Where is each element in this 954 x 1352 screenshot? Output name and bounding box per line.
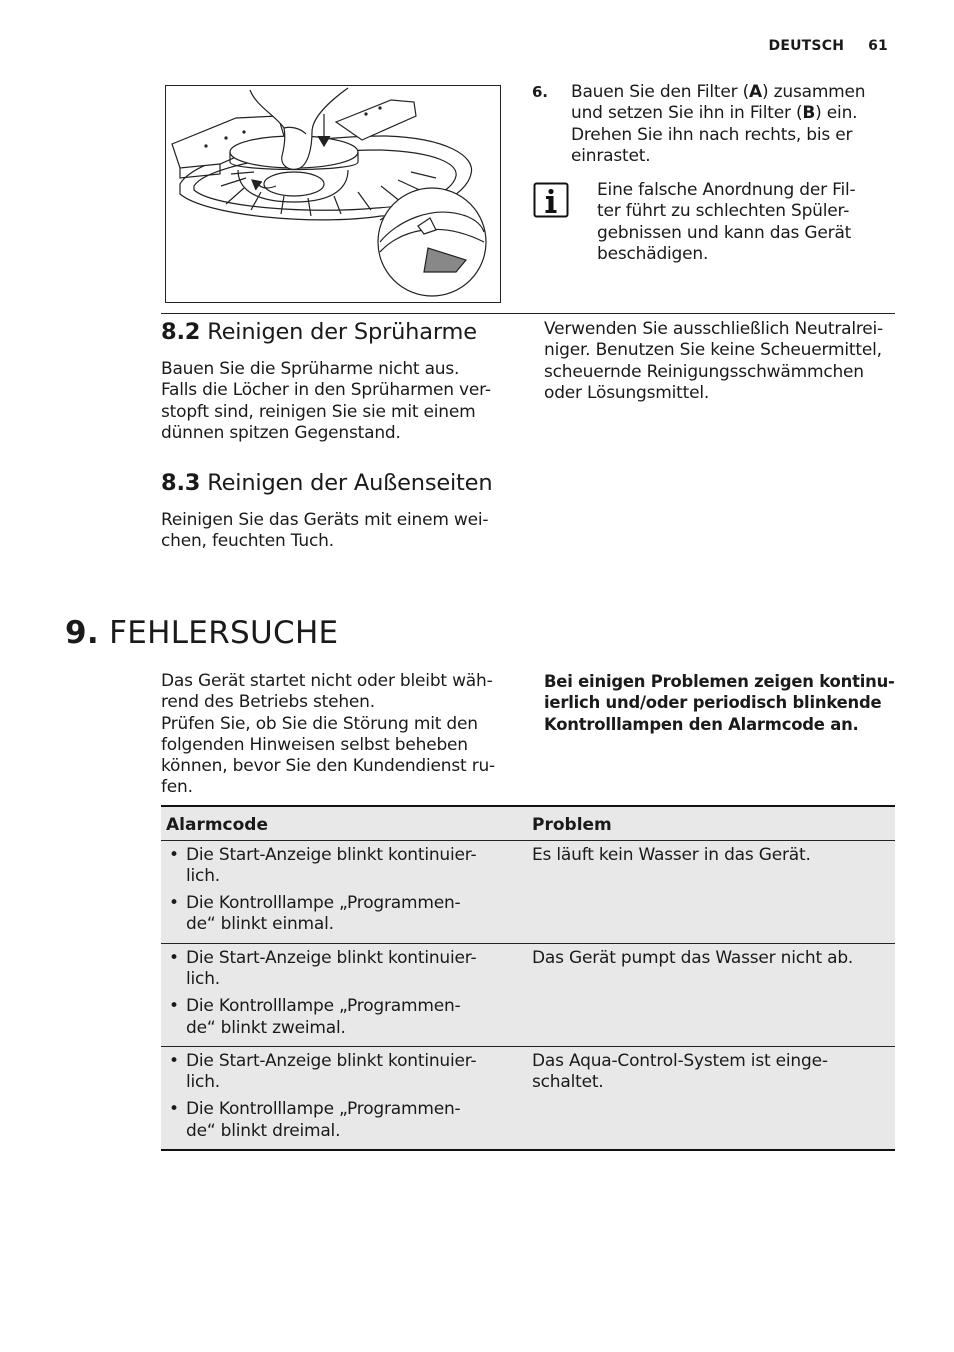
section-8-2-heading: [161, 318, 477, 346]
problem-cell: Es läuft kein Wasser in das Gerät.: [527, 840, 895, 943]
section-divider: [161, 313, 895, 314]
step-6-text: [571, 82, 893, 167]
chapter-title: FEHLERSUCHE: [109, 615, 339, 651]
step-number: 6.: [532, 83, 548, 101]
alarm-bullet-list: [166, 948, 522, 1039]
filter-assembly-illustration: [165, 85, 501, 303]
filter-b-label: B: [802, 103, 816, 124]
section-8-2-body: Bauen Sie die Sprüharme nicht aus. Falls die Löcher in den Sprüharmen ver- stopft sind, reinigen Sie sie mit einem dünnen spitzen Gegenstand.: [161, 359, 491, 443]
list-item: • Die Kontrolllampe „Programmen- de“ blinkt zweimal.: [166, 996, 522, 1039]
alarm-bullet-list: [166, 845, 522, 936]
chapter-number: 9.: [65, 615, 99, 651]
header-language: DEUTSCH: [768, 38, 845, 54]
step-text-part: ) zusammen und setzen Sie ihn in Filter (: [571, 82, 866, 124]
troubleshooting-intro: Das Gerät startet nicht oder bleibt wäh- rend des Betriebs stehen. Prüfen Sie, ob Sie die Störung mit den folgenden Hinweisen selbst beheben können, bevor Sie den Kundendienst ru- fen.: [161, 671, 495, 798]
list-item: • Die Kontrolllampe „Programmen- de“ blinkt einmal.: [166, 893, 522, 936]
list-item: • Die Start-Anzeige blinkt kontinuier- lich.: [166, 948, 522, 991]
alarm-bullet-list: [166, 1051, 522, 1142]
list-item: • Die Start-Anzeige blinkt kontinuier- lich.: [166, 1051, 522, 1094]
page-header: [769, 38, 888, 54]
alarm-code-table: [161, 805, 895, 1151]
filter-a-label: A: [749, 82, 763, 102]
info-note-text: Eine falsche Anordnung der Fil- ter führt zu schlechten Spüler- gebnissen und kann das Gerät beschädigen.: [597, 180, 856, 264]
chapter-9-heading: [65, 614, 338, 652]
alarm-cell: [161, 943, 527, 1046]
table-row: [161, 1046, 895, 1150]
section-number: 8.2: [161, 319, 201, 345]
table-header-row: [161, 806, 895, 840]
alarm-cell: [161, 1046, 527, 1150]
info-icon: [533, 182, 569, 218]
cleaning-agents-note: Verwenden Sie ausschließlich Neutralrei- niger. Benutzen Sie keine Scheuermittel, scheuernde Reinigungsschwämmchen oder Lösungsmittel.: [544, 319, 883, 403]
list-item: • Die Kontrolllampe „Programmen- de“ blinkt dreimal.: [166, 1099, 522, 1142]
section-number: 8.3: [161, 470, 201, 496]
list-item: • Die Start-Anzeige blinkt kontinuier- lich.: [166, 845, 522, 888]
column-header-problem: Problem: [527, 806, 895, 840]
table-row: [161, 840, 895, 943]
column-header-alarmcode: Alarmcode: [161, 806, 527, 840]
section-title: Reinigen der Außenseiten: [207, 470, 493, 496]
alarm-code-note: Bei einigen Problemen zeigen kontinu- ierlich und/oder periodisch blinkende Kontrolllampen den Alarmcode an.: [544, 672, 895, 734]
problem-cell: Das Gerät pumpt das Wasser nicht ab.: [527, 943, 895, 1046]
problem-cell: Das Aqua-Control-System ist einge- schaltet.: [527, 1046, 895, 1150]
step-text-part: Bauen Sie den Filter (: [571, 82, 750, 102]
section-title: Reinigen der Sprüharme: [207, 319, 477, 345]
section-8-3-body: Reinigen Sie das Geräts mit einem wei- chen, feuchten Tuch.: [161, 510, 489, 552]
table-row: [161, 943, 895, 1046]
section-8-3-heading: [161, 469, 492, 497]
filter-drawing: [166, 86, 500, 302]
step-text-part: ) ein. Drehen Sie ihn nach rechts, bis er einrastet.: [571, 103, 858, 166]
alarm-cell: [161, 840, 527, 943]
page-number: 61: [868, 38, 888, 54]
